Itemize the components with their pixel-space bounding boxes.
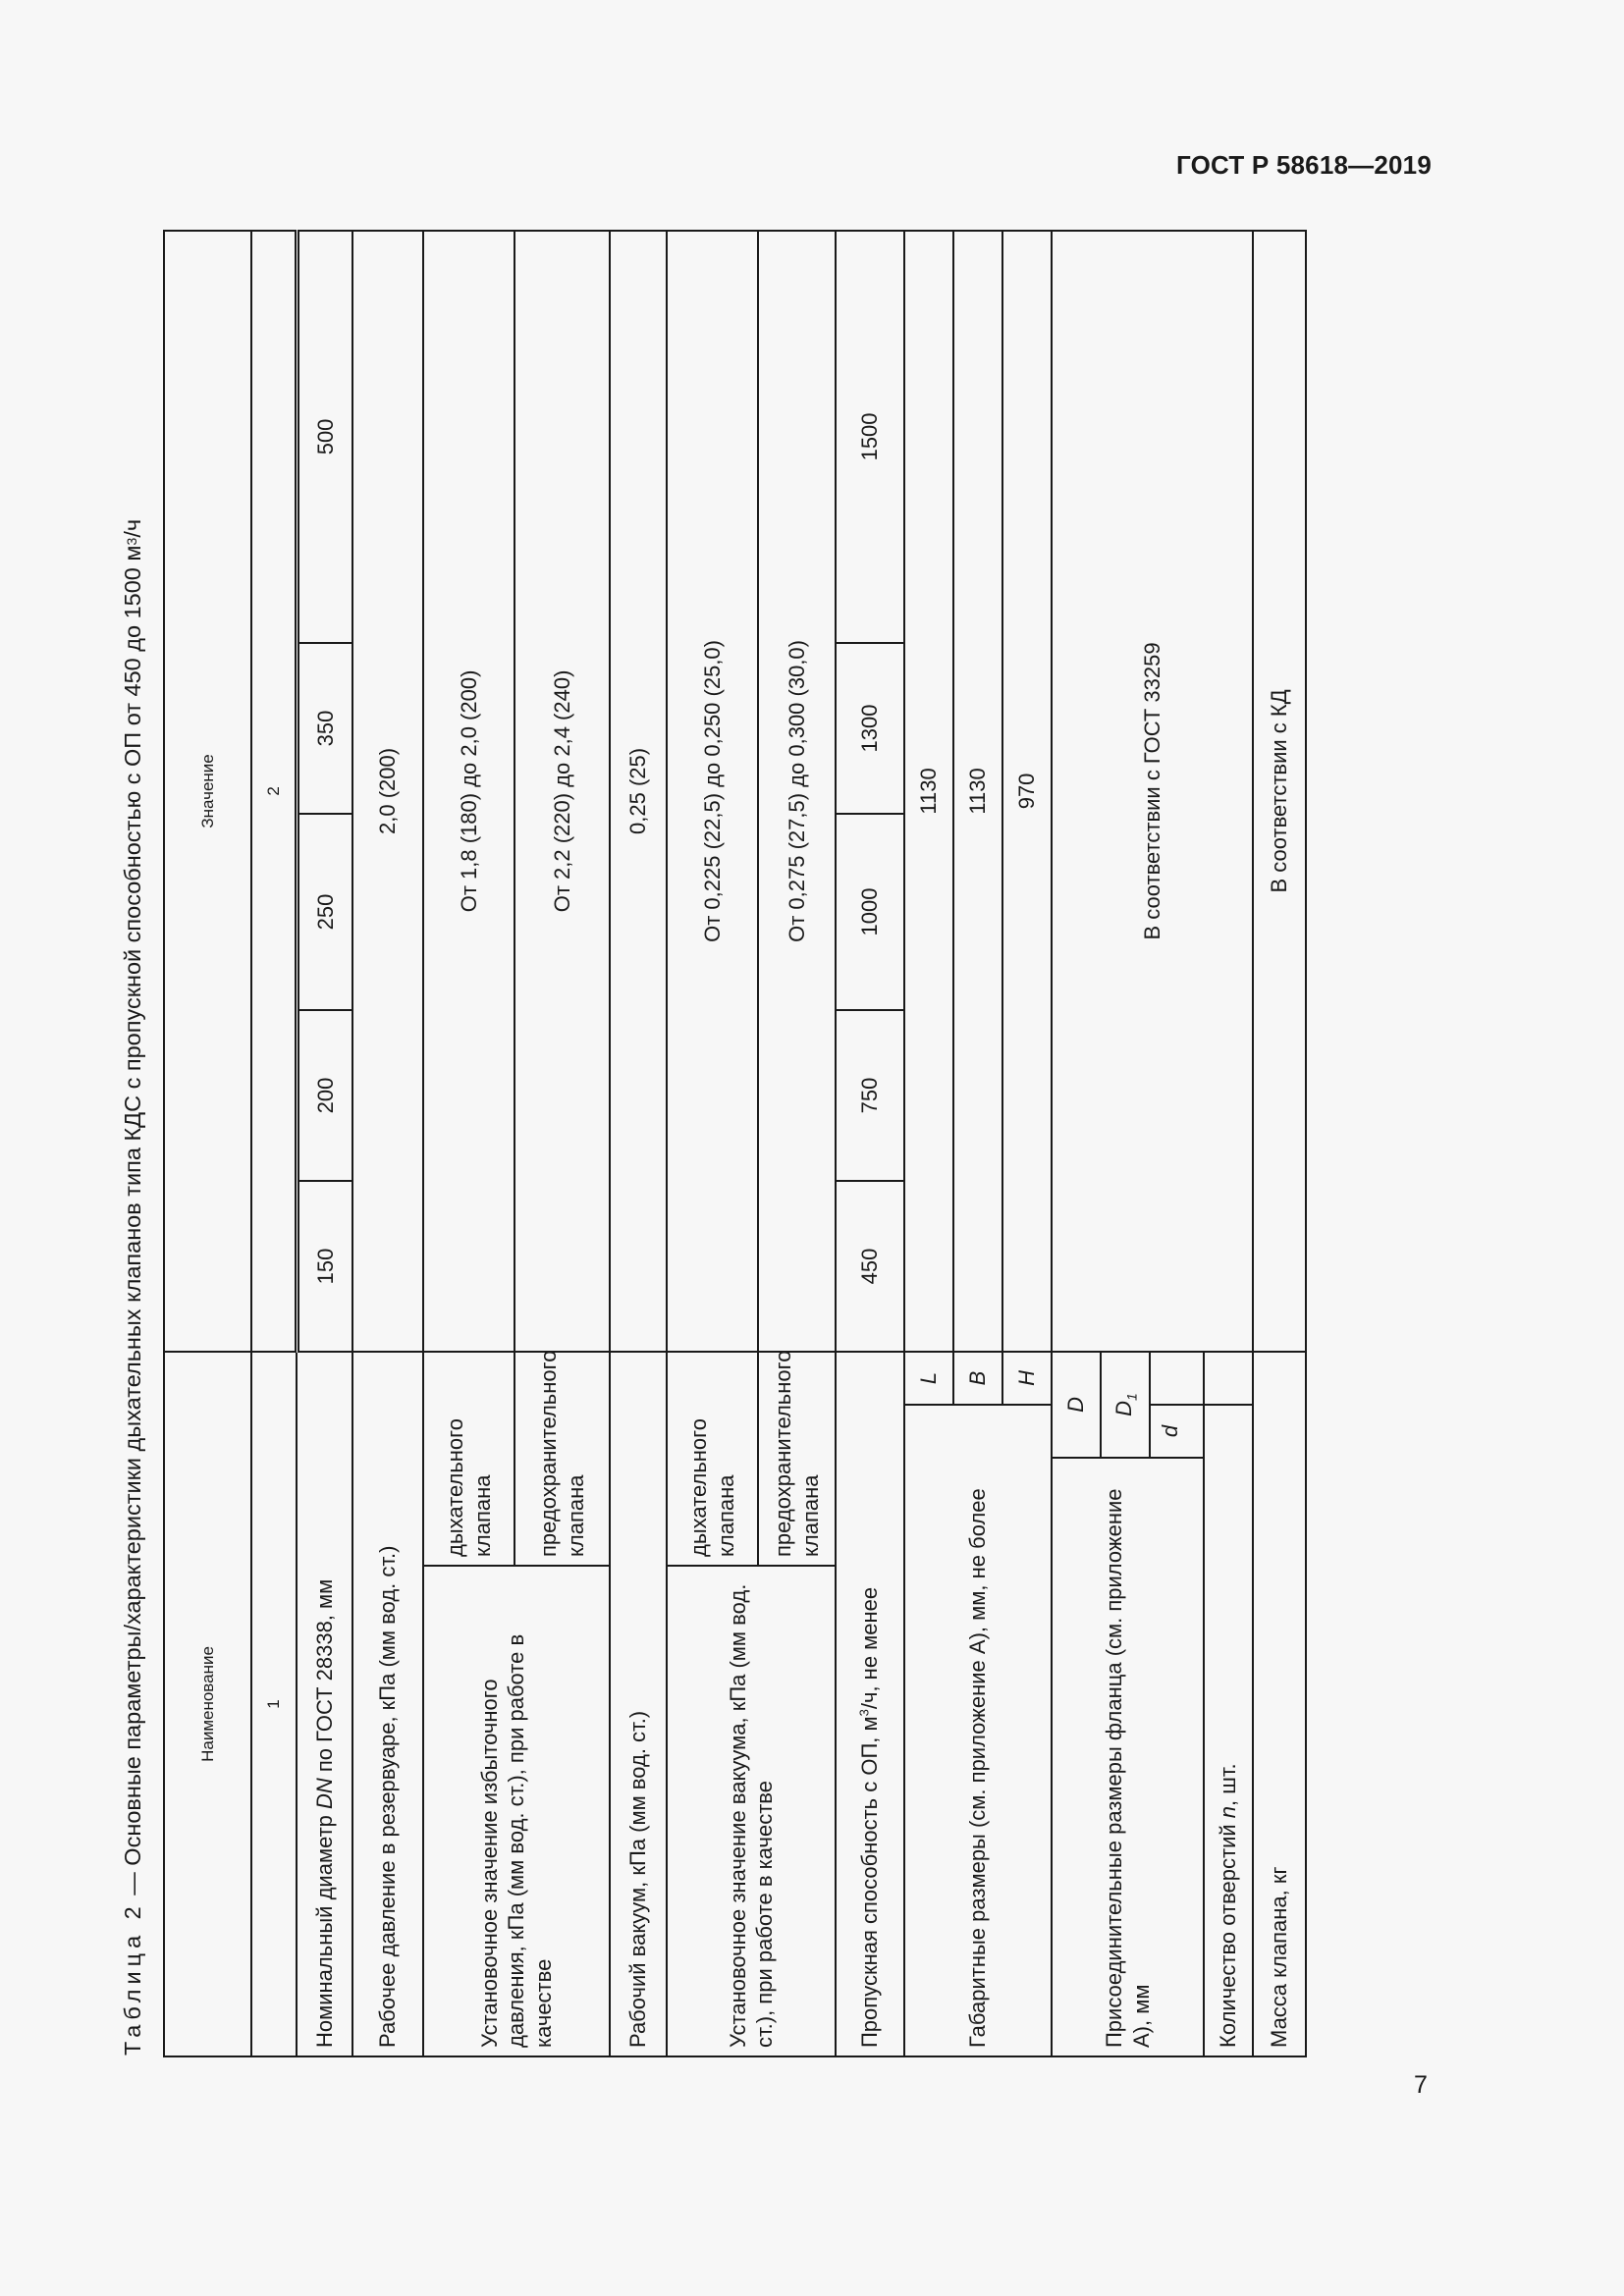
dn-label: Номинальный диаметр DN по ГОСТ 28338, мм (297, 1352, 352, 2056)
vacuum-safety-value: От 0,275 (27,5) до 0,300 (30,0) (758, 231, 836, 1352)
flange-sym-d: D (1052, 1352, 1101, 1458)
overall-l-row (904, 231, 953, 2056)
vacuum-breather-row (667, 231, 758, 2056)
flange-label: Присоединительные размеры фланца (см. приложение А), мм (1052, 1458, 1204, 2056)
vacuum-breather-value: От 0,225 (22,5) до 0,250 (25,0) (667, 231, 758, 1352)
dn-row (297, 231, 352, 2056)
vacuum-safety-label: предохранительного клапана (758, 1352, 836, 1566)
flange-value: В соответствии с ГОСТ 33259 (1052, 231, 1253, 1352)
overall-label: Габаритные размеры (см. приложение А), мм, не более (904, 1405, 1052, 2056)
flange-d-row (1052, 231, 1101, 2056)
overpressure-label: Установочное значение избыточного давления, кПа (мм вод. ст.), при работе в качестве (423, 1566, 610, 2056)
holes-empty-cell (1204, 1352, 1253, 1405)
working-pressure-label: Рабочее давление в резервуаре, кПа (мм вод. ст.) (352, 1352, 423, 2056)
overall-sym-l: L (904, 1352, 953, 1405)
mass-row (1253, 231, 1306, 2056)
dn-250: 250 (297, 814, 352, 1010)
header-row (164, 231, 251, 2056)
overall-value-h: 970 (1002, 231, 1052, 1352)
working-vacuum-row (610, 231, 667, 2056)
header-value: Значение (164, 231, 251, 1352)
mass-value: В соответствии с КД (1253, 231, 1306, 1352)
overall-sym-b: B (953, 1352, 1002, 1405)
flange-sym-d-small: d (1150, 1405, 1204, 1458)
page-number: 7 (1414, 2071, 1428, 2099)
capacity-750: 750 (836, 1010, 904, 1181)
working-pressure-row (352, 231, 423, 2056)
overpressure-safety-value: От 2,2 (220) до 2,4 (240) (514, 231, 610, 1352)
header-col-2: 2 (251, 231, 297, 1352)
capacity-1300: 1300 (836, 643, 904, 814)
header-col-1: 1 (251, 1352, 297, 2056)
dn-150: 150 (297, 1181, 352, 1352)
caption-text: — Основные параметры/характеристики дыхательных клапанов типа КДС с пропускной способностью с ОП от 450 до 1500 м (120, 545, 145, 1902)
parameters-table (163, 230, 1307, 2057)
overpressure-breather-value: От 1,8 (180) до 2,0 (200) (423, 231, 514, 1352)
working-pressure-value: 2,0 (200) (352, 231, 423, 1352)
flange-empty-cell (1150, 1352, 1204, 1405)
vacuum-setting-label: Установочное значение вакуума, кПа (мм вод. ст.), при работе в качестве (667, 1566, 836, 2056)
overpressure-safety-label: предохранительного клапана (514, 1352, 610, 1566)
working-vacuum-label: Рабочий вакуум, кПа (мм вод. ст.) (610, 1352, 667, 2056)
overall-sym-h: H (1002, 1352, 1052, 1405)
overall-value-l: 1130 (904, 231, 953, 1352)
header-num-row (251, 231, 297, 2056)
capacity-row (836, 231, 904, 2056)
capacity-label: Пропускная способность с ОП, $м^3/ч$, не менее (836, 1352, 904, 2056)
dn-200: 200 (297, 1010, 352, 1181)
caption-prefix: Таблица 2 (120, 1901, 145, 2056)
mass-label: Масса клапана, кг (1253, 1352, 1306, 2056)
working-vacuum-value: 0,25 (25) (610, 231, 667, 1352)
overall-value-b: 1130 (953, 231, 1002, 1352)
rotated-table-wrapper (163, 232, 1300, 2057)
capacity-1000: 1000 (836, 814, 904, 1010)
overpressure-breather-row (423, 231, 514, 2056)
caption-suffix: /ч (120, 518, 145, 538)
caption-sup: 3 (124, 537, 139, 546)
table-caption (120, 519, 146, 2056)
header-name: Наименование (164, 1352, 251, 2056)
overpressure-breather-label: дыхательного клапана (423, 1352, 514, 1566)
holes-label: Количество отверстий n, шт. (1204, 1405, 1253, 2056)
dn-500: 500 (297, 231, 352, 643)
vacuum-breather-label: дыхательного клапана (667, 1352, 758, 1566)
capacity-450: 450 (836, 1181, 904, 1352)
dn-350: 350 (297, 643, 352, 814)
flange-sym-d1: $D_1$ (1101, 1352, 1150, 1458)
standard-code: ГОСТ Р 58618—2019 (1176, 150, 1432, 180)
capacity-1500: 1500 (836, 231, 904, 643)
